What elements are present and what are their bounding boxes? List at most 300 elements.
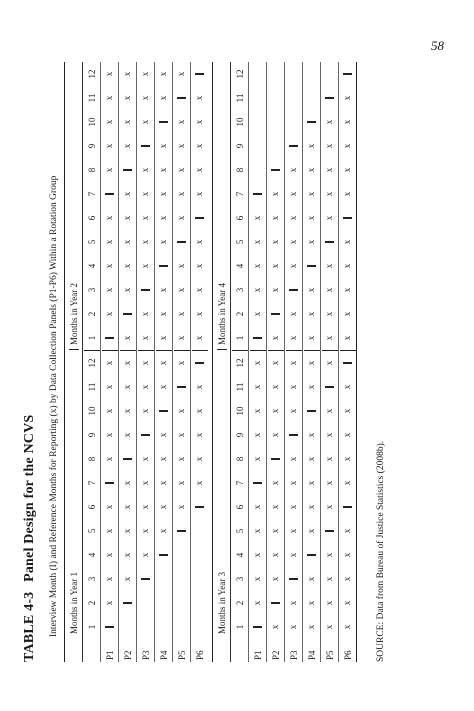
panel-label: P3 xyxy=(288,650,299,660)
reference-month-mark: x xyxy=(140,456,150,462)
reference-month-mark: x xyxy=(306,287,316,293)
month-number: 7 xyxy=(234,191,245,197)
reference-month-mark: x xyxy=(324,408,334,414)
interview-mark-glyph xyxy=(271,458,280,459)
month-number: 7 xyxy=(234,480,245,486)
panel-cells-left xyxy=(286,351,302,639)
interview-month-mark xyxy=(268,591,284,615)
month-number: 6 xyxy=(86,504,97,510)
interview-month-mark xyxy=(174,86,190,110)
interview-month-mark xyxy=(286,567,302,591)
empty-cell xyxy=(156,567,172,591)
reference-month-mark: x xyxy=(176,287,186,293)
reference-month-mark: x xyxy=(158,528,168,534)
month-number: 5 xyxy=(234,239,245,245)
reference-month-mark: x xyxy=(122,143,132,149)
reference-month-mark: x xyxy=(324,432,334,438)
month-number: 9 xyxy=(86,143,97,149)
month-cells-right xyxy=(232,62,248,351)
month-number-row xyxy=(82,62,100,662)
month-number: 12 xyxy=(86,69,97,79)
panel-label: P3 xyxy=(140,650,151,660)
reference-month-mark: x xyxy=(158,311,168,317)
reference-month-mark: x xyxy=(194,480,204,486)
reference-month-mark: x xyxy=(306,504,316,510)
empty-cell xyxy=(322,62,338,86)
empty-cell xyxy=(268,110,284,134)
reference-month-mark: x xyxy=(342,167,352,173)
interview-mark-glyph xyxy=(159,554,168,555)
interview-mark-glyph xyxy=(159,410,168,411)
reference-month-mark: x xyxy=(324,119,334,125)
interview-month-mark xyxy=(250,471,266,495)
reference-month-mark: x xyxy=(288,335,298,341)
reference-month-mark: x xyxy=(306,239,316,245)
reference-month-mark: x xyxy=(342,335,352,341)
empty-cell xyxy=(250,110,266,134)
reference-month-mark: x xyxy=(324,287,334,293)
empty-cell xyxy=(192,591,208,615)
interview-month-mark xyxy=(268,302,284,326)
interview-month-mark xyxy=(192,351,208,375)
panel-cells-right xyxy=(102,62,118,351)
empty-cell xyxy=(268,86,284,110)
panel-row xyxy=(100,62,118,662)
reference-month-mark: x xyxy=(252,600,262,606)
interview-mark-glyph xyxy=(289,145,298,146)
reference-month-mark: x xyxy=(252,528,262,534)
reference-month-mark: x xyxy=(104,119,114,125)
reference-month-mark: x xyxy=(176,504,186,510)
year-header-row xyxy=(213,62,230,662)
month-number: 12 xyxy=(86,358,97,368)
month-number: 3 xyxy=(86,576,97,582)
interview-month-mark xyxy=(102,615,118,639)
reference-month-mark: x xyxy=(140,552,150,558)
empty-cell xyxy=(138,615,154,639)
reference-month-mark: x xyxy=(140,215,150,221)
panel-cells-right xyxy=(322,62,338,351)
year-header-right: Months in Year 2 xyxy=(69,62,79,350)
reference-month-mark: x xyxy=(270,239,280,245)
interview-month-mark xyxy=(102,471,118,495)
reference-month-mark: x xyxy=(324,456,334,462)
reference-month-mark: x xyxy=(288,384,298,390)
reference-month-mark: x xyxy=(270,480,280,486)
month-cells-left xyxy=(232,351,248,639)
reference-month-mark: x xyxy=(104,167,114,173)
interview-mark-glyph xyxy=(253,482,262,483)
panel-row xyxy=(284,62,302,662)
month-number: 10 xyxy=(86,406,97,416)
reference-month-mark: x xyxy=(324,263,334,269)
reference-month-mark: x xyxy=(122,335,132,341)
panel-design-table xyxy=(64,62,357,662)
month-number: 9 xyxy=(234,143,245,149)
interview-mark-glyph xyxy=(105,337,114,338)
panel-label: P5 xyxy=(176,650,187,660)
panel-label: P1 xyxy=(252,650,263,660)
month-number: 10 xyxy=(234,117,245,127)
reference-month-mark: x xyxy=(342,191,352,197)
interview-mark-glyph xyxy=(271,169,280,170)
reference-month-mark: x xyxy=(306,624,316,630)
month-number: 10 xyxy=(86,117,97,127)
reference-month-mark: x xyxy=(252,432,262,438)
reference-month-mark: x xyxy=(342,311,352,317)
year-header-right: Months in Year 4 xyxy=(217,62,227,350)
reference-month-mark: x xyxy=(140,263,150,269)
reference-month-mark: x xyxy=(104,263,114,269)
reference-month-mark: x xyxy=(194,456,204,462)
panel-cells-left xyxy=(250,351,266,639)
reference-month-mark: x xyxy=(324,504,334,510)
reference-month-mark: x xyxy=(342,263,352,269)
interview-mark-glyph xyxy=(123,458,132,459)
reference-month-mark: x xyxy=(140,167,150,173)
interview-month-mark xyxy=(192,495,208,519)
month-number: 2 xyxy=(86,600,97,606)
reference-month-mark: x xyxy=(270,191,280,197)
reference-month-mark: x xyxy=(122,432,132,438)
reference-month-mark: x xyxy=(194,263,204,269)
reference-month-mark: x xyxy=(194,311,204,317)
interview-mark-glyph xyxy=(123,313,132,314)
month-number: 5 xyxy=(86,239,97,245)
reference-month-mark: x xyxy=(306,384,316,390)
interview-mark-glyph xyxy=(195,506,204,507)
reference-month-mark: x xyxy=(158,167,168,173)
interview-month-mark xyxy=(286,423,302,447)
reference-month-mark: x xyxy=(122,191,132,197)
reference-month-mark: x xyxy=(122,215,132,221)
reference-month-mark: x xyxy=(306,191,316,197)
interview-mark-glyph xyxy=(271,602,280,603)
interview-mark-glyph xyxy=(159,265,168,266)
reference-month-mark: x xyxy=(176,167,186,173)
empty-cell xyxy=(286,86,302,110)
reference-month-mark: x xyxy=(140,71,150,77)
panel-label: P5 xyxy=(324,650,335,660)
reference-month-mark: x xyxy=(252,384,262,390)
month-number: 11 xyxy=(234,93,245,103)
reference-month-mark: x xyxy=(158,480,168,486)
reference-month-mark: x xyxy=(306,528,316,534)
month-number: 4 xyxy=(86,552,97,558)
reference-month-mark: x xyxy=(122,95,132,101)
panel-cells-right xyxy=(286,62,302,351)
reference-month-mark: x xyxy=(194,335,204,341)
interview-month-mark xyxy=(340,351,356,375)
reference-month-mark: x xyxy=(306,480,316,486)
panel-label: P6 xyxy=(342,650,353,660)
panel-cells-right xyxy=(304,62,320,351)
month-number: 5 xyxy=(234,528,245,534)
reference-month-mark: x xyxy=(104,143,114,149)
panel-cells-left xyxy=(138,351,154,639)
empty-cell xyxy=(304,86,320,110)
empty-cell xyxy=(250,158,266,182)
reference-month-mark: x xyxy=(104,384,114,390)
month-number: 4 xyxy=(86,263,97,269)
reference-month-mark: x xyxy=(288,552,298,558)
reference-month-mark: x xyxy=(122,239,132,245)
reference-month-mark: x xyxy=(324,360,334,366)
empty-cell xyxy=(250,86,266,110)
reference-month-mark: x xyxy=(104,600,114,606)
panel-cells-left xyxy=(156,351,172,639)
reference-month-mark: x xyxy=(140,480,150,486)
table-title-text: Panel Design for the NCVS xyxy=(22,414,37,582)
interview-mark-glyph xyxy=(325,97,334,98)
reference-month-mark: x xyxy=(252,408,262,414)
reference-month-mark: x xyxy=(252,263,262,269)
reference-month-mark: x xyxy=(270,576,280,582)
reference-month-mark: x xyxy=(104,215,114,221)
panel-cells-left xyxy=(340,351,356,639)
interview-mark-glyph xyxy=(123,169,132,170)
reference-month-mark: x xyxy=(140,191,150,197)
reference-month-mark: x xyxy=(252,360,262,366)
reference-month-mark: x xyxy=(324,311,334,317)
empty-cell xyxy=(286,62,302,86)
interview-month-mark xyxy=(120,591,136,615)
reference-month-mark: x xyxy=(158,335,168,341)
interview-month-mark xyxy=(286,134,302,158)
reference-month-mark: x xyxy=(176,263,186,269)
interview-month-mark xyxy=(250,182,266,206)
reference-month-mark: x xyxy=(104,95,114,101)
interview-mark-glyph xyxy=(195,362,204,363)
reference-month-mark: x xyxy=(288,311,298,317)
table-title xyxy=(22,415,38,662)
interview-month-mark xyxy=(304,543,320,567)
reference-month-mark: x xyxy=(324,576,334,582)
reference-month-mark: x xyxy=(194,167,204,173)
reference-month-mark: x xyxy=(270,432,280,438)
month-number: 8 xyxy=(86,167,97,173)
table-block-2 xyxy=(212,62,356,662)
reference-month-mark: x xyxy=(122,504,132,510)
month-number: 3 xyxy=(86,287,97,293)
panel-cells-right xyxy=(250,62,266,351)
source-note: SOURCE: Data from Bureau of Justice Statistics (2008b). xyxy=(376,440,386,662)
reference-month-mark: x xyxy=(270,408,280,414)
reference-month-mark: x xyxy=(176,432,186,438)
empty-cell xyxy=(120,615,136,639)
reference-month-mark: x xyxy=(158,456,168,462)
panel-row xyxy=(154,62,172,662)
reference-month-mark: x xyxy=(104,456,114,462)
reference-month-mark: x xyxy=(270,624,280,630)
reference-month-mark: x xyxy=(194,384,204,390)
reference-month-mark: x xyxy=(104,311,114,317)
reference-month-mark: x xyxy=(324,335,334,341)
rotated-table-region xyxy=(22,52,397,662)
interview-month-mark xyxy=(120,158,136,182)
reference-month-mark: x xyxy=(176,119,186,125)
interview-month-mark xyxy=(250,326,266,350)
interview-month-mark xyxy=(102,182,118,206)
reference-month-mark: x xyxy=(158,215,168,221)
empty-cell xyxy=(250,62,266,86)
month-number: 11 xyxy=(86,93,97,103)
interview-month-mark xyxy=(192,206,208,230)
reference-month-mark: x xyxy=(176,360,186,366)
reference-month-mark: x xyxy=(140,408,150,414)
month-number: 1 xyxy=(86,624,97,630)
reference-month-mark: x xyxy=(270,263,280,269)
reference-month-mark: x xyxy=(194,191,204,197)
interview-mark-glyph xyxy=(195,217,204,218)
interview-mark-glyph xyxy=(141,145,150,146)
reference-month-mark: x xyxy=(194,143,204,149)
interview-mark-glyph xyxy=(123,602,132,603)
reference-month-mark: x xyxy=(140,360,150,366)
interview-mark-glyph xyxy=(289,434,298,435)
reference-month-mark: x xyxy=(104,576,114,582)
interview-mark-glyph xyxy=(307,554,316,555)
interview-mark-glyph xyxy=(105,193,114,194)
reference-month-mark: x xyxy=(270,360,280,366)
interview-mark-glyph xyxy=(289,289,298,290)
reference-month-mark: x xyxy=(104,432,114,438)
reference-month-mark: x xyxy=(288,360,298,366)
interview-mark-glyph xyxy=(141,434,150,435)
reference-month-mark: x xyxy=(158,143,168,149)
month-number: 10 xyxy=(234,406,245,416)
month-number: 7 xyxy=(86,191,97,197)
interview-month-mark xyxy=(340,62,356,86)
reference-month-mark: x xyxy=(288,215,298,221)
panel-cells-left xyxy=(304,351,320,639)
interview-mark-glyph xyxy=(325,241,334,242)
interview-mark-glyph xyxy=(253,626,262,627)
interview-month-mark xyxy=(156,399,172,423)
interview-month-mark xyxy=(156,543,172,567)
reference-month-mark: x xyxy=(288,480,298,486)
reference-month-mark: x xyxy=(342,287,352,293)
interview-mark-glyph xyxy=(141,578,150,579)
reference-month-mark: x xyxy=(194,432,204,438)
reference-month-mark: x xyxy=(176,143,186,149)
reference-month-mark: x xyxy=(342,408,352,414)
month-number: 9 xyxy=(234,432,245,438)
interview-mark-glyph xyxy=(253,193,262,194)
month-number: 1 xyxy=(86,335,97,341)
reference-month-mark: x xyxy=(324,167,334,173)
interview-month-mark xyxy=(268,158,284,182)
panel-label: P6 xyxy=(194,650,205,660)
reference-month-mark: x xyxy=(176,335,186,341)
interview-month-mark xyxy=(174,230,190,254)
panel-label: P1 xyxy=(104,650,115,660)
reference-month-mark: x xyxy=(288,456,298,462)
reference-month-mark: x xyxy=(140,239,150,245)
reference-month-mark: x xyxy=(176,215,186,221)
reference-month-mark: x xyxy=(158,239,168,245)
month-number: 8 xyxy=(234,167,245,173)
reference-month-mark: x xyxy=(194,408,204,414)
panel-cells-right xyxy=(192,62,208,351)
interview-mark-glyph xyxy=(141,289,150,290)
month-number: 12 xyxy=(234,69,245,79)
reference-month-mark: x xyxy=(176,191,186,197)
month-number: 9 xyxy=(86,432,97,438)
reference-month-mark: x xyxy=(252,504,262,510)
reference-month-mark: x xyxy=(306,432,316,438)
interview-month-mark xyxy=(304,399,320,423)
reference-month-mark: x xyxy=(122,287,132,293)
panel-cells-left xyxy=(192,351,208,639)
empty-cell xyxy=(192,519,208,543)
empty-cell xyxy=(174,591,190,615)
panel-cells-left xyxy=(174,351,190,639)
interview-month-mark xyxy=(138,567,154,591)
reference-month-mark: x xyxy=(342,528,352,534)
interview-month-mark xyxy=(304,110,320,134)
reference-month-mark: x xyxy=(270,552,280,558)
interview-mark-glyph xyxy=(307,410,316,411)
reference-month-mark: x xyxy=(140,95,150,101)
reference-month-mark: x xyxy=(342,432,352,438)
reference-month-mark: x xyxy=(342,480,352,486)
reference-month-mark: x xyxy=(252,456,262,462)
reference-month-mark: x xyxy=(252,311,262,317)
reference-month-mark: x xyxy=(122,71,132,77)
reference-month-mark: x xyxy=(306,215,316,221)
reference-month-mark: x xyxy=(158,287,168,293)
reference-month-mark: x xyxy=(158,384,168,390)
reference-month-mark: x xyxy=(140,335,150,341)
reference-month-mark: x xyxy=(306,456,316,462)
reference-month-mark: x xyxy=(342,552,352,558)
panel-row xyxy=(338,62,356,662)
month-cells-left xyxy=(84,351,100,639)
panel-label: P2 xyxy=(122,650,133,660)
reference-month-mark: x xyxy=(306,143,316,149)
interview-mark-glyph xyxy=(325,530,334,531)
panel-label: P4 xyxy=(306,650,317,660)
reference-month-mark: x xyxy=(342,119,352,125)
panel-label: P4 xyxy=(158,650,169,660)
year-header-row xyxy=(65,62,82,662)
reference-month-mark: x xyxy=(104,239,114,245)
reference-month-mark: x xyxy=(342,600,352,606)
panel-cells-right xyxy=(174,62,190,351)
month-number: 5 xyxy=(86,528,97,534)
month-number: 3 xyxy=(234,576,245,582)
table-number: TABLE 4-3 xyxy=(22,591,37,662)
reference-month-mark: x xyxy=(122,408,132,414)
reference-month-mark: x xyxy=(324,624,334,630)
month-number: 6 xyxy=(234,215,245,221)
reference-month-mark: x xyxy=(122,384,132,390)
reference-month-mark: x xyxy=(324,143,334,149)
interview-mark-glyph xyxy=(307,265,316,266)
reference-month-mark: x xyxy=(342,95,352,101)
month-number: 6 xyxy=(86,215,97,221)
interview-month-mark xyxy=(304,254,320,278)
month-number: 7 xyxy=(86,480,97,486)
month-number: 1 xyxy=(234,624,245,630)
reference-month-mark: x xyxy=(122,480,132,486)
empty-cell xyxy=(156,591,172,615)
reference-month-mark: x xyxy=(140,504,150,510)
reference-month-mark: x xyxy=(288,624,298,630)
panel-cells-right xyxy=(120,62,136,351)
interview-mark-glyph xyxy=(177,241,186,242)
